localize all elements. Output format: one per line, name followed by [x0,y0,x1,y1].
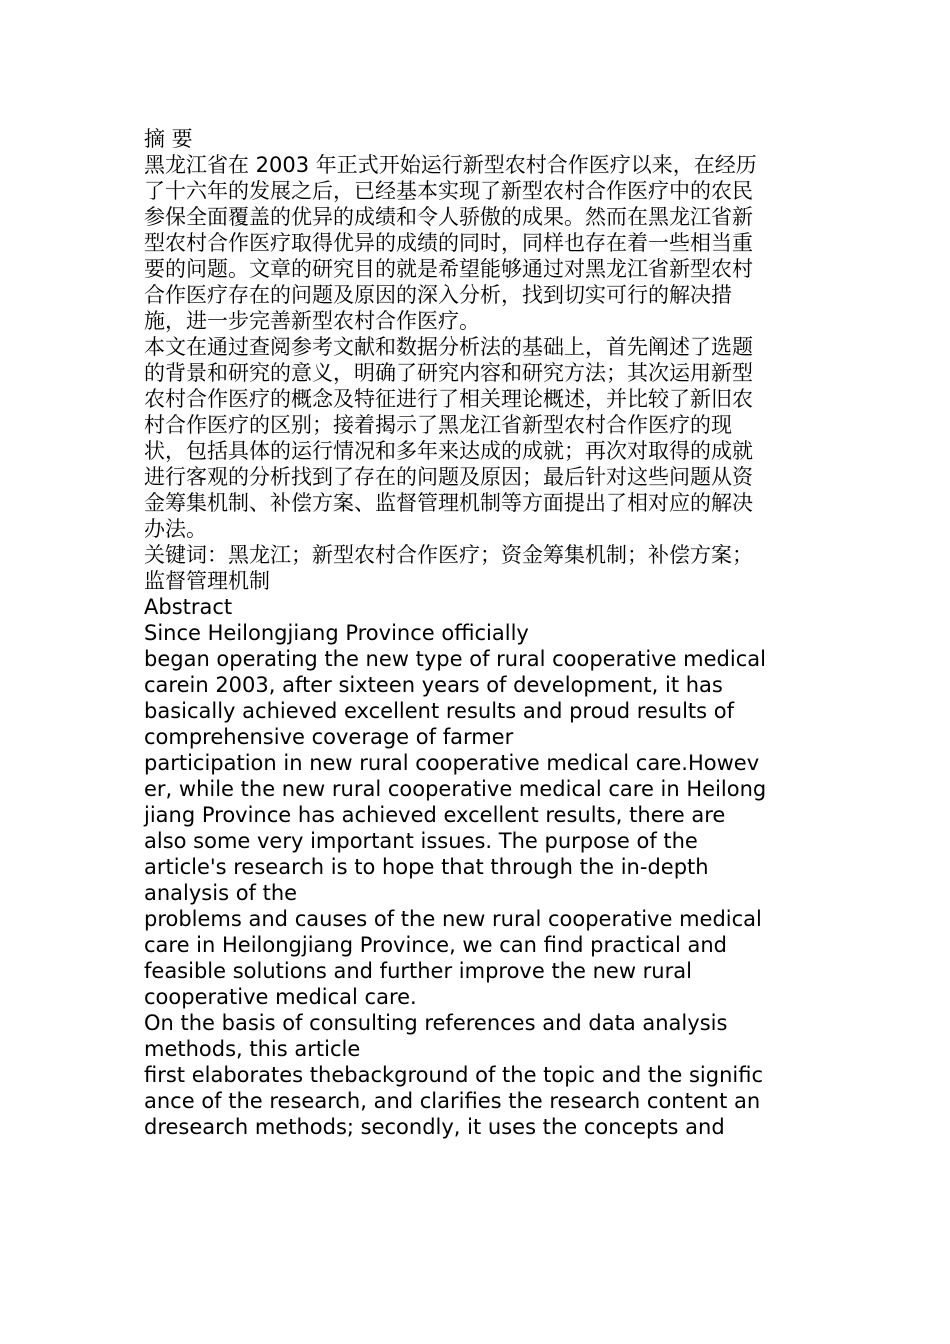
text-line: basically achieved excellent results and proud results of [144,699,735,723]
text-line: also some very important issues. The purpose of the [144,829,698,853]
text-line: began operating the new type of rural cooperative medical [144,647,766,671]
text-line: er, while the new rural cooperative medical care in Heilong [144,777,767,801]
text-line: dresearch methods; secondly, it uses the concepts and [144,1115,725,1139]
text-line: 关键词：黑龙江；新型农村合作医疗；资金筹集机制；补偿方案； [144,543,753,567]
text-line: analysis of the [144,881,298,905]
abstract-content [144,126,806,1140]
text-line: carein 2003, after sixteen years of development, it has [144,673,723,697]
text-line: 进行客观的分析找到了存在的问题及原因；最后针对这些问题从资 [144,465,753,489]
text-line: 了十六年的发展之后，已经基本实现了新型农村合作医疗中的农民 [144,179,753,203]
chinese-paragraph-2 [144,334,806,542]
text-line: 合作医疗存在的问题及原因的深入分析，找到切实可行的解决措 [144,283,732,307]
text-line: comprehensive coverage of farmer [144,725,514,749]
text-line: 要的问题。文章的研究目的就是希望能够通过对黑龙江省新型农村 [144,257,753,281]
text-line: methods, this article [144,1037,361,1061]
text-line: care in Heilongjiang Province, we can find practical and [144,933,728,957]
text-line: On the basis of consulting references and data analysis [144,1011,728,1035]
text-line: 状，包括具体的运行情况和多年来达成的成就；再次对取得的成就 [144,439,753,463]
text-line: 型农村合作医疗取得优异的成绩的同时，同样也存在着一些相当重 [144,231,753,255]
text-line: participation in new rural cooperative medical care.Howev [144,751,760,775]
text-line: 农村合作医疗的概念及特征进行了相关理论概述，并比较了新旧农 [144,387,753,411]
text-line: Since Heilongjiang Province officially [144,621,529,645]
text-line: article's research is to hope that through the in-depth [144,855,709,879]
chinese-paragraph-1 [144,152,806,334]
text-line: 办法。 [144,517,207,541]
text-line: 监督管理机制 [144,569,270,593]
text-line: 村合作医疗的区别；接着揭示了黑龙江省新型农村合作医疗的现 [144,413,732,437]
text-line: cooperative medical care. [144,985,417,1009]
english-paragraph-1 [144,620,806,1010]
text-line: feasible solutions and further improve the new rural [144,959,692,983]
text-line: 黑龙江省在 2003 年正式开始运行新型农村合作医疗以来，在经历 [144,153,757,177]
text-line: 施，进一步完善新型农村合作医疗。 [144,309,480,333]
chinese-keywords [144,542,806,594]
english-paragraph-2 [144,1010,806,1140]
text-line: 金筹集机制、补偿方案、监督管理机制等方面提出了相对应的解决 [144,491,753,515]
text-line: ance of the research, and clarifies the research content an [144,1089,761,1113]
text-line: 的背景和研究的意义，明确了研究内容和研究方法；其次运用新型 [144,361,753,385]
text-line: 参保全面覆盖的优异的成绩和令人骄傲的成果。然而在黑龙江省新 [144,205,753,229]
text-line: problems and causes of the new rural cooperative medical [144,907,762,931]
text-line: first elaborates thebackground of the topic and the signific [144,1063,763,1087]
text-line: 本文在通过查阅参考文献和数据分析法的基础上，首先阐述了选题 [144,335,753,359]
text-line: jiang Province has achieved excellent results, there are [144,803,726,827]
chinese-abstract-heading: 摘 要 [144,127,193,151]
english-abstract-heading: Abstract [144,595,233,619]
